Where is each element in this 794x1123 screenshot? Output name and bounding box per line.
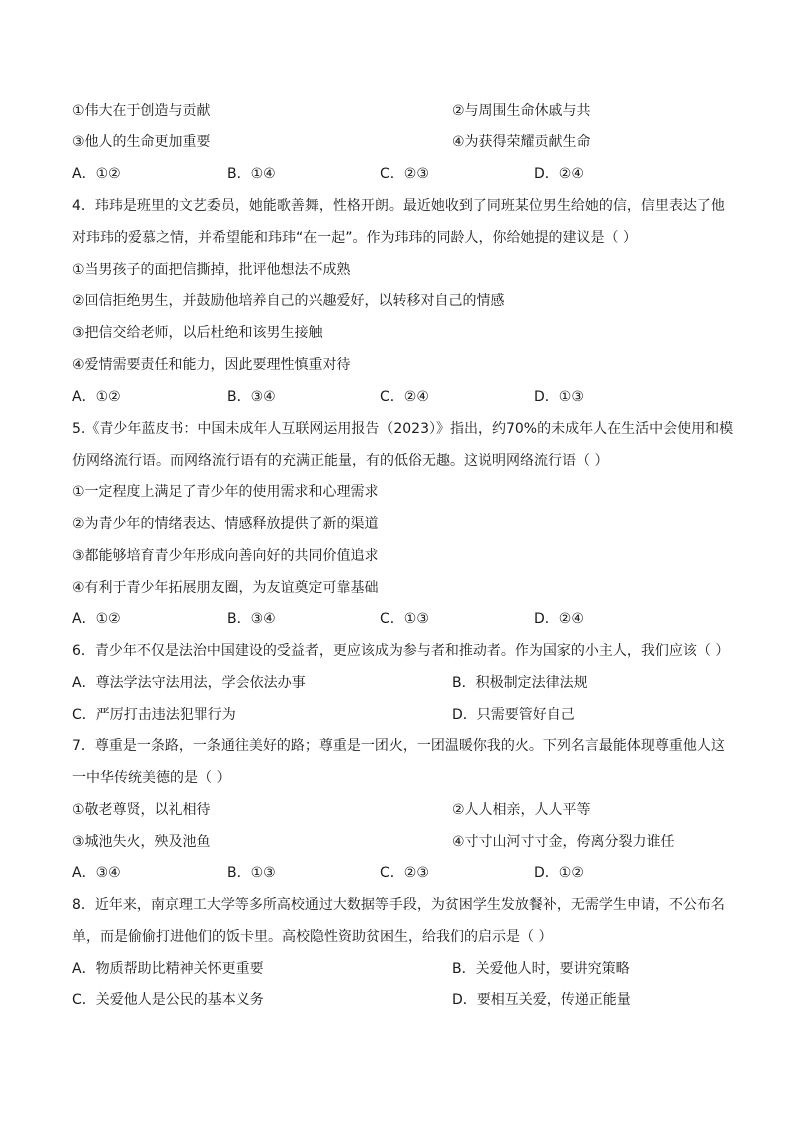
q5-stem-line-2: 仿网络流行语。而网络流行语有的充满正能量，有的低俗无趣。这说明网络流行语（ ） (72, 453, 609, 469)
q4-stmt-1: ①当男孩子的面把信撕掉，批评他想法不成熟 (72, 262, 351, 278)
q3-stmt-2: ②与周围生命休戚与共 (452, 103, 591, 119)
q3-option-d[interactable]: D．②④ (534, 166, 584, 182)
q7-stmt-4: ④寸寸山河寸寸金，侉离分裂力谁任 (452, 834, 675, 850)
q7-stmt-row-2 (72, 832, 675, 852)
q8-stem-line-2: 单，而是偷偷打进他们的饭卡里。高校隐性资助贫困生，给我们的启示是（ ） (72, 929, 553, 945)
q8-option-b[interactable]: B．关爱他人时，要讲究策略 (452, 961, 630, 977)
q4-stmt-2: ②回信拒绝男生，并鼓励他培养自己的兴趣爱好，以转移对自己的情感 (72, 293, 505, 309)
q4-option-c[interactable]: C．②④ (380, 389, 429, 405)
q4-option-a[interactable]: A．①② (72, 389, 121, 405)
q4-stem-line-2: 对玮玮的爱慕之情，并希望能和玮玮“在一起”。作为玮玮的同龄人，你给她提的建议是（ ） (72, 230, 637, 246)
q3-stmt-row-2 (72, 132, 591, 152)
q7-option-c[interactable]: C．②③ (380, 865, 429, 881)
q8-option-c[interactable]: C．关爱他人是公民的基本义务 (72, 992, 264, 1008)
q5-option-a[interactable]: A．①② (72, 611, 121, 627)
q6-option-c[interactable]: C．严厉打击违法犯罪行为 (72, 707, 236, 723)
q7-stmt-row-1 (72, 800, 591, 820)
q4-stmt-4: ④爱情需要责任和能力，因此要理性慎重对待 (72, 357, 351, 373)
q7-stmt-2: ②人人相亲，人人平等 (452, 802, 591, 818)
q8-option-d[interactable]: D．要相互关爱，传递正能量 (452, 992, 631, 1008)
q7-option-d[interactable]: D．①② (534, 865, 584, 881)
q5-stem-line-1: 5.《青少年蓝皮书：中国未成年人互联网运用报告（2023）》指出，约70%的未成年人在生活中会使用和模 (72, 421, 734, 437)
q4-option-b[interactable]: B．③④ (227, 389, 276, 405)
q7-option-a[interactable]: A．③④ (72, 865, 121, 881)
q8-option-a[interactable]: A．物质帮助比精神关怀更重要 (72, 961, 264, 977)
q5-stmt-2: ②为青少年的情绪表达、情感释放提供了新的渠道 (72, 516, 379, 532)
q5-stmt-3: ③都能够培育青少年形成向善向好的共同价值追求 (72, 548, 379, 564)
q5-option-c[interactable]: C．①③ (380, 611, 429, 627)
q8-stem-line-1: 8．近年来，南京理工大学等多所高校通过大数据等手段，为贫困学生发放餐补，无需学生申请，不公布名 (72, 897, 725, 913)
q7-stmt-1: ①敬老尊贤，以礼相待 (72, 802, 211, 818)
q6-option-a[interactable]: A．尊法学法守法用法，学会依法办事 (72, 675, 306, 691)
q3-stmt-3: ③他人的生命更加重要 (72, 134, 211, 150)
q5-stmt-4: ④有利于青少年拓展朋友圈，为友谊奠定可靠基础 (72, 580, 379, 596)
q6-option-b[interactable]: B．积极制定法律法规 (452, 675, 588, 691)
q6-options-row-2 (72, 705, 575, 725)
q3-option-c[interactable]: C．②③ (380, 166, 429, 182)
q5-option-d[interactable]: D．②④ (534, 611, 584, 627)
q8-options-row-1 (72, 959, 630, 979)
q3-stmt-row-1 (72, 101, 591, 121)
q3-stmt-4: ④为获得荣耀贡献生命 (452, 134, 591, 150)
q4-stem-line-1: 4．玮玮是班里的文艺委员，她能歌善舞，性格开朗。最近她收到了同班某位男生给她的信，信里表达了他 (72, 198, 725, 214)
q3-stmt-1: ①伟大在于创造与贡献 (72, 103, 211, 119)
q3-option-a[interactable]: A．①② (72, 166, 121, 182)
q5-stmt-1: ①一定程度上满足了青少年的使用需求和心理需求 (72, 484, 379, 500)
q4-option-d[interactable]: D．①③ (534, 389, 584, 405)
q7-stmt-3: ③城池失火，殃及池鱼 (72, 834, 211, 850)
q8-options-row-2 (72, 990, 631, 1010)
q6-stem-line-1: 6．青少年不仅是法治中国建设的受益者，更应该成为参与者和推动者。作为国家的小主人，我们应该（ ） (72, 643, 730, 659)
q7-stem-line-2: 一中华传统美德的是（ ） (72, 770, 231, 786)
q6-option-d[interactable]: D．只需要管好自己 (452, 707, 575, 723)
q6-options-row-1 (72, 673, 588, 693)
q7-stem-line-1: 7．尊重是一条路，一条通往美好的路；尊重是一团火，一团温暖你我的火。下列名言最能体现尊重他人这 (72, 738, 725, 754)
q3-option-b[interactable]: B．①④ (227, 166, 276, 182)
q7-option-b[interactable]: B．①③ (227, 865, 276, 881)
q4-stmt-3: ③把信交给老师，以后杜绝和该男生接触 (72, 325, 323, 341)
q5-option-b[interactable]: B．③④ (227, 611, 276, 627)
